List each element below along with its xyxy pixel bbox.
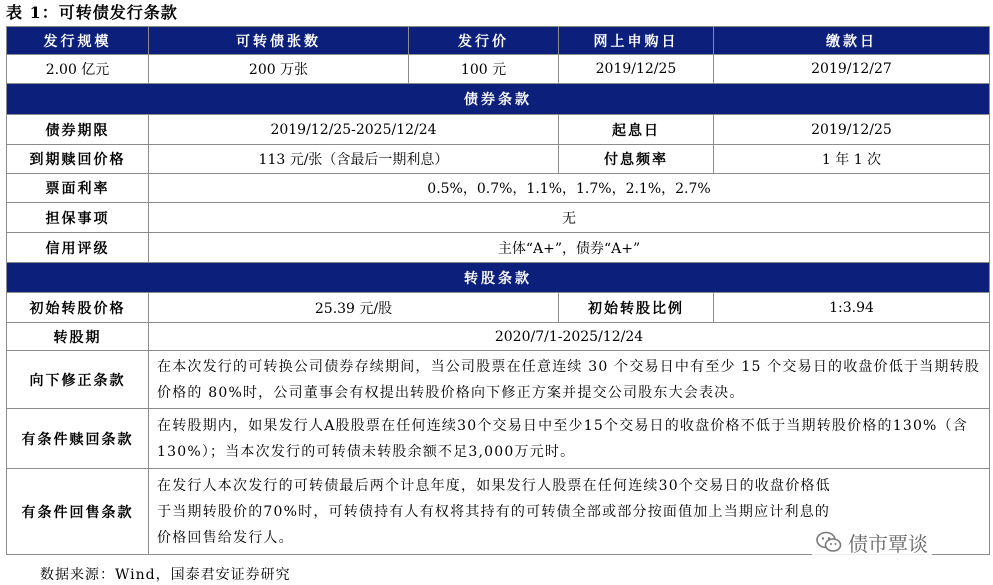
- conversion-price-label: 初始转股价格: [7, 293, 149, 323]
- conversion-price-value: 25.39 元/股: [149, 293, 559, 323]
- term-row: [7, 115, 990, 145]
- conditional-put-text: 在发行人本次发行的可转债最后两个计息年度，如果发行人股票在任何连续30个交易日的收盘价格低于当期转股价的70%时，可转债持有人有权将其持有的可转债全部或部分按面值加上当期应计利息的价格回售给发行人。: [149, 469, 990, 555]
- downward-revision-label: 向下修正条款: [7, 351, 149, 409]
- issuance-count-value: 200 万张: [149, 55, 409, 84]
- issuance-header-scale: 发行规模: [7, 27, 149, 55]
- frequency-value: 1 年 1 次: [714, 145, 990, 174]
- issuance-header-subscribe-date: 网上申购日: [559, 27, 714, 55]
- wechat-watermark: [812, 529, 932, 555]
- bond-terms-table: [6, 26, 990, 555]
- wechat-icon: [816, 531, 842, 553]
- interest-start-label: 起息日: [559, 115, 714, 145]
- data-source-note: 数据来源：Wind，国泰君安证券研究: [40, 567, 291, 583]
- issuance-scale-value: 2.00 亿元: [7, 55, 149, 84]
- guarantee-label: 担保事项: [7, 203, 149, 233]
- table-caption: 表 1：可转债发行条款: [6, 3, 178, 22]
- frequency-label: 付息频率: [559, 145, 714, 174]
- issuance-payment-date-value: 2019/12/27: [714, 55, 990, 84]
- rating-value: 主体“A+”，债券“A+”: [149, 233, 990, 263]
- redemption-value: 113 元/张（含最后一期利息）: [149, 145, 559, 174]
- rating-label: 信用评级: [7, 233, 149, 263]
- conversion-terms-section-row: [7, 263, 990, 293]
- conversion-period-label: 转股期: [7, 323, 149, 351]
- downward-revision-text: 在本次发行的可转换公司债券存续期间，当公司股票在任意连续 30 个交易日中有至少 15 个交易日的收盘价低于当期转股价格的 80%时，公司董事会有权提出转股价格向下修正方案并提交公司股东大会表决。: [149, 351, 990, 409]
- conversion-period-value: 2020/7/1-2025/12/24: [149, 323, 990, 351]
- rating-row: [7, 233, 990, 263]
- issuance-subscribe-date-value: 2019/12/25: [559, 55, 714, 84]
- conversion-period-row: [7, 323, 990, 351]
- issuance-header-row: [7, 27, 990, 55]
- bond-terms-section-row: [7, 84, 990, 115]
- term-label: 债券期限: [7, 115, 149, 145]
- conditional-call-label: 有条件赎回条款: [7, 409, 149, 469]
- coupon-label: 票面利率: [7, 174, 149, 203]
- conversion-ratio-value: 1:3.94: [714, 293, 990, 323]
- redemption-label: 到期赎回价格: [7, 145, 149, 174]
- issuance-header-price: 发行价: [409, 27, 559, 55]
- interest-start-value: 2019/12/25: [714, 115, 990, 145]
- guarantee-value: 无: [149, 203, 990, 233]
- watermark-text: 债市覃谈: [848, 531, 928, 556]
- redemption-row: [7, 145, 990, 174]
- conditional-call-text: 在转股期内，如果发行人A股股票在任何连续30个交易日中至少15个交易日的收盘价格不低于当期转股价格的130%（含130%）；当本次发行的可转债未转股余额不足3,000万元时。: [149, 409, 990, 469]
- downward-revision-row: [7, 351, 990, 409]
- bond-terms-section-header: 债券条款: [7, 84, 990, 115]
- issuance-price-value: 100 元: [409, 55, 559, 84]
- coupon-value: 0.5%，0.7%，1.1%，1.7%，2.1%，2.7%: [149, 174, 990, 203]
- coupon-row: [7, 174, 990, 203]
- issuance-header-count: 可转债张数: [149, 27, 409, 55]
- term-value: 2019/12/25-2025/12/24: [149, 115, 559, 145]
- conversion-price-row: [7, 293, 990, 323]
- guarantee-row: [7, 203, 990, 233]
- issuance-header-payment-date: 缴款日: [714, 27, 990, 55]
- issuance-value-row: [7, 55, 990, 84]
- conversion-ratio-label: 初始转股比例: [559, 293, 714, 323]
- conversion-terms-section-header: 转股条款: [7, 263, 990, 293]
- conditional-put-label: 有条件回售条款: [7, 469, 149, 555]
- conditional-call-row: [7, 409, 990, 469]
